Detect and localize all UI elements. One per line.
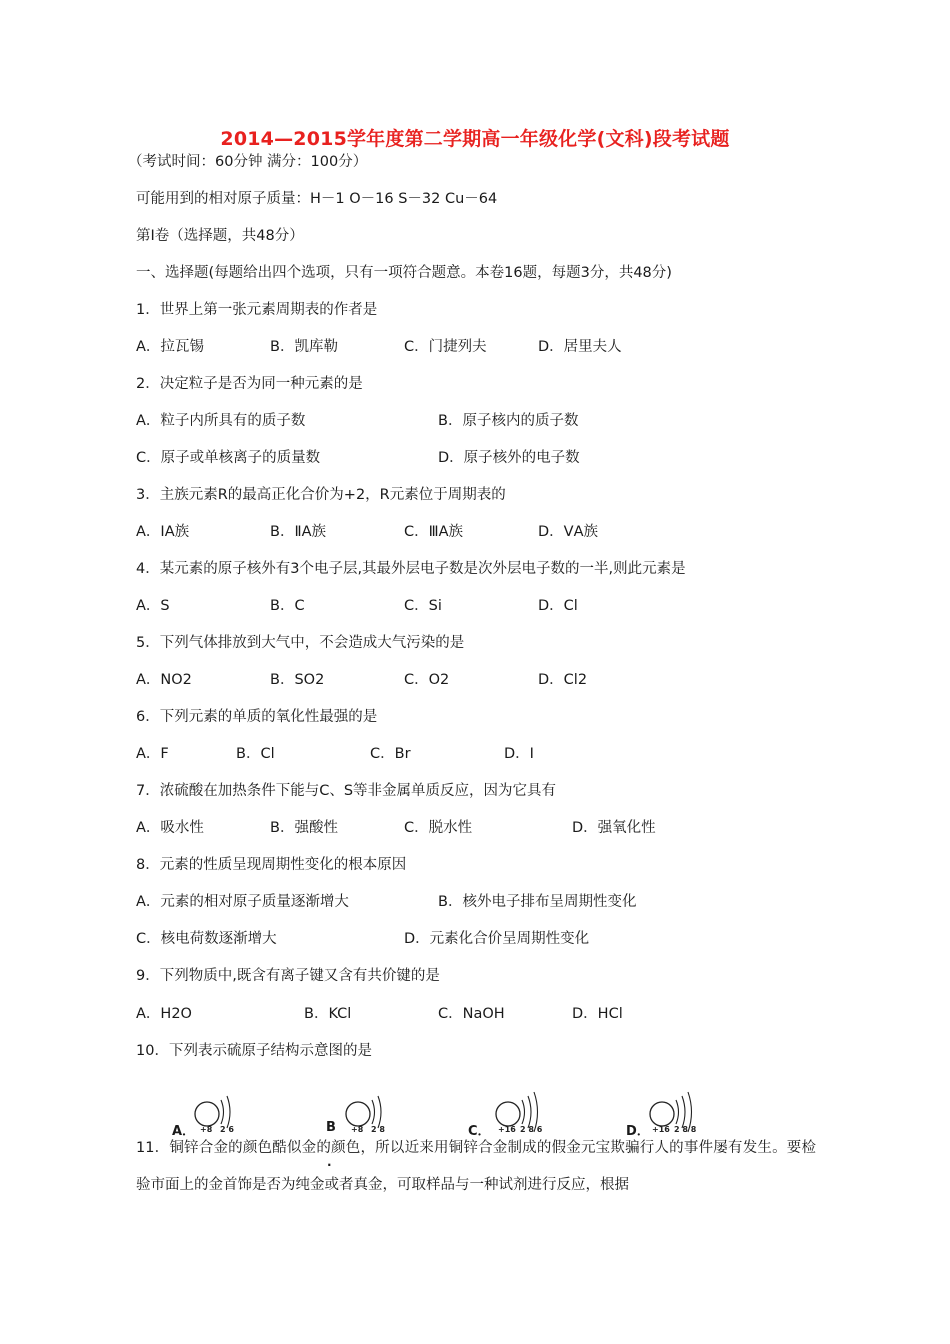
atomic-mass-line: 可能用到的相对原子质量：H－1 O－16 S－32 Cu－64	[136, 191, 498, 207]
atom-d-label: D．	[626, 1124, 650, 1139]
question-3: 3．主族元素R的最高正化合价为+2，R元素位于周期表的	[136, 487, 506, 503]
exam-info: （考试时间：60分钟 满分：100分）	[128, 154, 368, 170]
q2-option-b: B．原子核内的质子数	[438, 413, 579, 429]
q3-option-d: D．ⅤA族	[538, 524, 599, 540]
question-1: 1．世界上第一张元素周期表的作者是	[136, 302, 378, 318]
atom-b-nucleus: +8	[351, 1125, 364, 1134]
q3-option-b: B．ⅡA族	[270, 524, 327, 540]
question-11: 11．铜锌合金的颜色酷似金的颜色，所以近来用铜锌合金制成的假金元宝欺骗行人的事件屡有发生。要检验市面上的金首饰是否为纯金或者真金，可取样品与一种试剂进行反应，根据	[136, 1140, 816, 1193]
question-7: 7．浓硫酸在加热条件下能与C、S等非金属单质反应，因为它具有	[136, 783, 557, 799]
q2-option-a: A．粒子内所具有的质子数	[136, 413, 306, 429]
question-2: 2．决定粒子是否为同一种元素的是	[136, 376, 363, 392]
q9-option-a: A．H2O	[136, 1006, 192, 1022]
section-heading: 第Ⅰ卷（选择题，共48分）	[136, 228, 304, 244]
atom-c-nucleus: +16	[498, 1125, 516, 1134]
atom-b-electrons: 2 8	[371, 1125, 385, 1134]
q6-option-b: B．Cl	[236, 746, 275, 762]
q7-option-d: D．强氧化性	[572, 820, 656, 836]
q9-option-b: B．KCl	[304, 1006, 352, 1022]
atom-d-nucleus: +16	[652, 1125, 670, 1134]
q9-option-d: D．HCl	[572, 1006, 623, 1022]
q4-option-a: A．S	[136, 598, 170, 614]
q6-option-a: A．F	[136, 746, 169, 762]
q1-option-b: B．凯库勒	[270, 339, 338, 355]
q8-option-c: C．核电荷数逐渐增大	[136, 931, 277, 947]
q4-option-b: B．C	[270, 598, 305, 614]
question-6: 6．下列元素的单质的氧化性最强的是	[136, 709, 378, 725]
q3-option-c: C．ⅢA族	[404, 524, 464, 540]
q1-option-c: C．门捷列夫	[404, 339, 487, 355]
q6-option-d: D．I	[504, 746, 534, 762]
q3-option-a: A．ⅠA族	[136, 524, 190, 540]
atom-c-electrons: 2 8 6	[520, 1125, 543, 1134]
q6-option-c: C．Br	[370, 746, 411, 762]
atom-a-nucleus: +8	[200, 1125, 213, 1134]
atom-a-electrons: 2 6	[220, 1125, 234, 1134]
atom-c-label: C．	[468, 1124, 491, 1139]
q8-option-a: A．元素的相对原子质量逐渐增大	[136, 894, 349, 910]
exam-title: 2014—2015学年度第二学期高一年级化学(文科)段考试题	[220, 128, 730, 150]
q7-option-a: A．吸水性	[136, 820, 204, 836]
stray-dot: ·	[327, 1158, 332, 1172]
q5-option-c: C．O2	[404, 672, 450, 688]
question-5: 5．下列气体排放到大气中，不会造成大气污染的是	[136, 635, 465, 651]
q8-option-b: B．核外电子排布呈周期性变化	[438, 894, 637, 910]
q7-option-b: B．强酸性	[270, 820, 338, 836]
q2-option-d: D．原子核外的电子数	[438, 450, 580, 466]
q4-option-c: C．Si	[404, 598, 442, 614]
q1-option-d: D．居里夫人	[538, 339, 622, 355]
q5-option-b: B．SO2	[270, 672, 325, 688]
question-9: 9．下列物质中,既含有离子键又含有共价键的是	[136, 968, 440, 984]
atom-b-label: B	[326, 1120, 336, 1135]
q2-option-c: C．原子或单核离子的质量数	[136, 450, 321, 466]
atom-d-electrons: 2 8 8	[674, 1125, 697, 1134]
atom-a-label: A．	[172, 1124, 196, 1139]
q4-option-d: D．Cl	[538, 598, 578, 614]
instructions: 一、选择题(每题给出四个选项，只有一项符合题意。本卷16题，每题3分，共48分)	[136, 265, 672, 281]
question-10: 10．下列表示硫原子结构示意图的是	[136, 1043, 372, 1059]
q5-option-a: A．NO2	[136, 672, 192, 688]
q7-option-c: C．脱水性	[404, 820, 473, 836]
question-8: 8．元素的性质呈现周期性变化的根本原因	[136, 857, 407, 873]
q1-option-a: A．拉瓦锡	[136, 339, 204, 355]
q8-option-d: D．元素化合价呈周期性变化	[404, 931, 590, 947]
q9-option-c: C．NaOH	[438, 1006, 505, 1022]
question-4: 4．某元素的原子核外有3个电子层,其最外层电子数是次外层电子数的一半,则此元素是	[136, 561, 686, 577]
q5-option-d: D．Cl2	[538, 672, 588, 688]
